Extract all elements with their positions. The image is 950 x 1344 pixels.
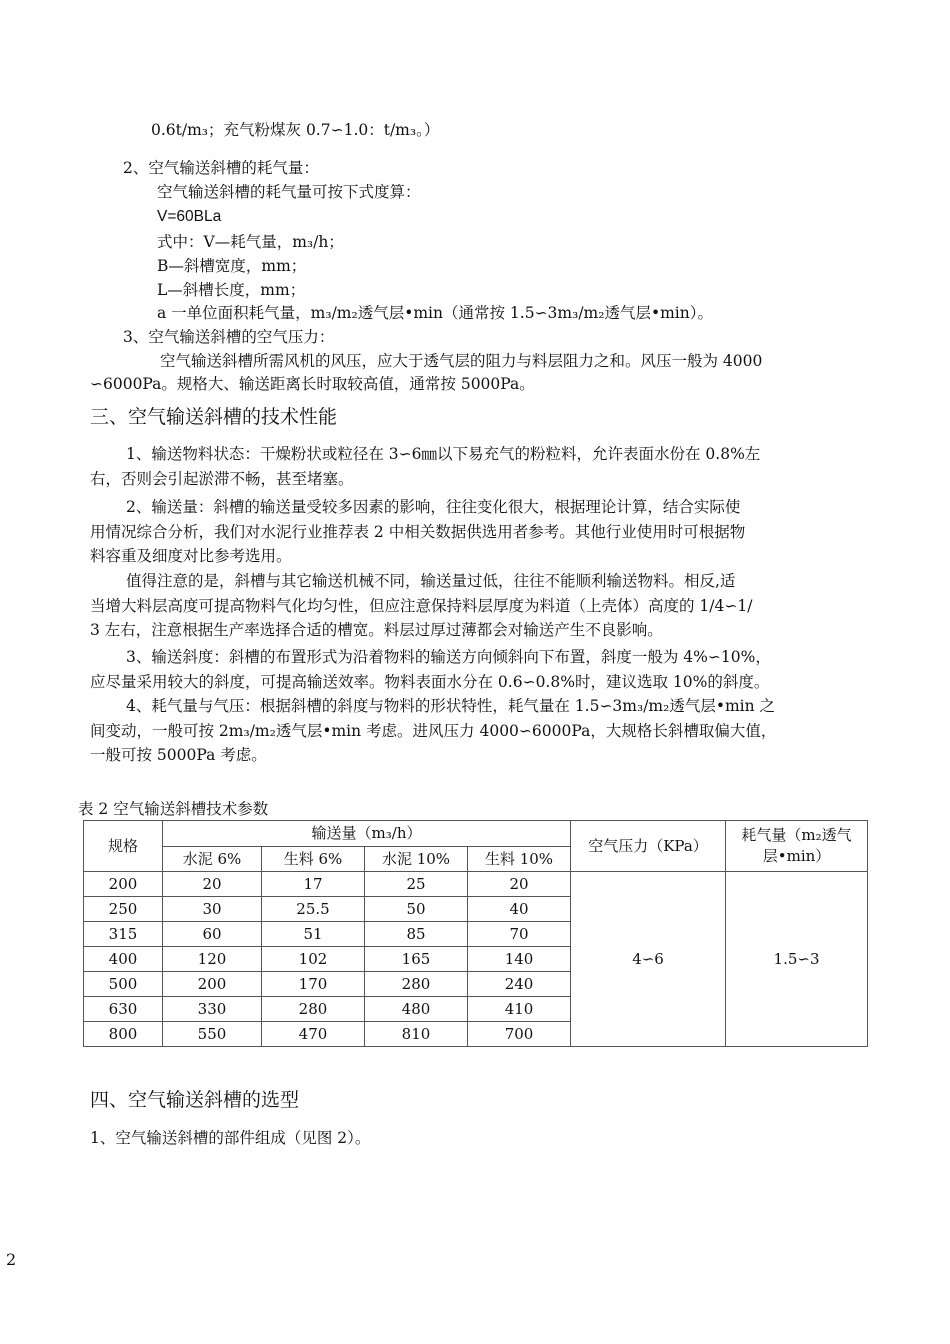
- table-cell: 200: [163, 972, 262, 997]
- p5-line-3: 一般可按 5000Pa 考虑。: [90, 746, 267, 764]
- table-cell: 102: [262, 947, 365, 972]
- header-flow: 输送量（m₃/h）: [163, 821, 571, 847]
- table-cell: 800: [84, 1022, 163, 1047]
- subheader-cell: 生料 6%: [262, 847, 365, 872]
- table-cell: 250: [84, 897, 163, 922]
- p4-line-2: 应尽量采用较大的斜度，可提高输送效率。物料表面水分在 0.6∽0.8%时，建议选取 10%的斜度。: [90, 672, 770, 691]
- paragraph-air-consumption: [90, 694, 890, 768]
- subheader-cell: 生料 10%: [468, 847, 571, 872]
- subheader-cell: 水泥 6%: [163, 847, 262, 872]
- air-consumption-value: 1.5∽3: [726, 872, 868, 1047]
- table-cell: 630: [84, 997, 163, 1022]
- table-caption: 表 2 空气输送斜槽技术参数: [78, 800, 269, 818]
- section2-title: 2、空气输送斜槽的耗气量：: [123, 159, 319, 177]
- table-row: [84, 872, 868, 897]
- table-cell: 25.5: [262, 897, 365, 922]
- heading-3: 三、空气输送斜槽的技术性能: [90, 406, 338, 428]
- table-cell: 470: [262, 1022, 365, 1047]
- def-b: B—斜槽宽度，mm；: [157, 257, 307, 275]
- table-cell: 85: [365, 922, 468, 947]
- table-cell: 170: [262, 972, 365, 997]
- table-cell: 20: [163, 872, 262, 897]
- table-cell: 51: [262, 922, 365, 947]
- table-cell: 315: [84, 922, 163, 947]
- section2-line: 空气输送斜槽的耗气量可按下式度算：: [157, 183, 421, 201]
- header-pressure: 空气压力（KPa）: [571, 821, 726, 872]
- heading-4: 四、空气输送斜槽的选型: [90, 1089, 300, 1111]
- section3-line-2: ∽6000Pa。规格大、输送距离长时取较高值，通常按 5000Pa。: [90, 375, 535, 393]
- table-cell: 400: [84, 947, 163, 972]
- table-cell: 480: [365, 997, 468, 1022]
- p3-line-2: 当增大料层高度可提高物料气化均匀性，但应注意保持料层厚度为料道（上壳体）高度的 1/4∽1/: [90, 596, 753, 615]
- p4-line-1: 3、输送斜度：斜槽的布置形式为沿着物料的输送方向倾斜向下布置，斜度一般为 4%∽10%，: [126, 648, 771, 666]
- def-v: 式中：V—耗气量，m₃/h；: [157, 233, 344, 251]
- p5-line-1: 4、耗气量与气压：根据斜槽的斜度与物料的形状特性，耗气量在 1.5∽3m₃/m₂透气层•min 之: [126, 697, 776, 715]
- formula: V=60BLa: [157, 208, 222, 225]
- p5-line-2: 间变动，一般可按 2m₃/m₂透气层•min 考虑。进风压力 4000∽6000Pa，大规格长斜槽取偏大值，: [90, 721, 777, 740]
- section3-line-1: 空气输送斜槽所需风机的风压，应大于透气层的阻力与料层阻力之和。风压一般为 4000: [160, 352, 763, 370]
- table-cell: 30: [163, 897, 262, 922]
- table-cell: 120: [163, 947, 262, 972]
- table-cell: 700: [468, 1022, 571, 1047]
- table-cell: 550: [163, 1022, 262, 1047]
- table-cell: 70: [468, 922, 571, 947]
- paragraph-material-state: [90, 442, 890, 491]
- table-cell: 410: [468, 997, 571, 1022]
- paragraph-slope: [90, 645, 890, 694]
- p3-line-3: 3 左右，注意根据生产率选择合适的槽宽。料层过厚过薄都会对输送产生不良影响。: [90, 621, 663, 639]
- def-l: L—斜槽长度，mm；: [157, 281, 306, 299]
- table-cell: 280: [262, 997, 365, 1022]
- table-cell: 200: [84, 872, 163, 897]
- p2-line-1: 2、输送量：斜槽的输送量受较多因素的影响，往往变化很大，根据理论计算，结合实际使: [126, 498, 741, 516]
- table-cell: 50: [365, 897, 468, 922]
- section4-line: 1、空气输送斜槽的部件组成（见图 2）。: [90, 1129, 371, 1147]
- table-cell: 280: [365, 972, 468, 997]
- pressure-value: 4∽6: [571, 872, 726, 1047]
- p1-line-2: 右，否则会引起淤滞不畅，甚至堵塞。: [90, 469, 354, 488]
- subheader-cell: 水泥 10%: [365, 847, 468, 872]
- table-cell: 140: [468, 947, 571, 972]
- spec-table: [83, 820, 868, 1047]
- header-air-consumption: 耗气量（m₂透气层•min）: [726, 821, 868, 872]
- page-number: 2: [6, 1250, 17, 1269]
- table-cell: 810: [365, 1022, 468, 1047]
- table-cell: 40: [468, 897, 571, 922]
- def-a: a 一单位面积耗气量，m₃/m₂透气层•min（通常按 1.5∽3m₃/m₂透气层•min）。: [157, 304, 713, 322]
- paragraph-note: [90, 569, 890, 643]
- table-cell: 165: [365, 947, 468, 972]
- table-cell: 500: [84, 972, 163, 997]
- header-spec: 规格: [84, 821, 163, 872]
- p1-line-1: 1、输送物料状态：干燥粉状或粒径在 3∽6㎜以下易充气的粉粒料，允许表面水份在 0.8%左: [126, 445, 761, 463]
- table-cell: 60: [163, 922, 262, 947]
- table-cell: 330: [163, 997, 262, 1022]
- table-cell: 17: [262, 872, 365, 897]
- table-cell: 25: [365, 872, 468, 897]
- table-cell: 20: [468, 872, 571, 897]
- p2-line-3: 料容重及细度对比参考选用。: [90, 547, 292, 565]
- intro-line: 0.6t/m₃；充气粉煤灰 0.7∽1.0：t/m₃。）: [151, 121, 440, 139]
- section3-title: 3、空气输送斜槽的空气压力：: [123, 328, 335, 346]
- p2-line-2: 用情况综合分析，我们对水泥行业推荐表 2 中相关数据供选用者参考。其他行业使用时可根据物: [90, 522, 746, 541]
- table-cell: 240: [468, 972, 571, 997]
- paragraph-capacity: [90, 495, 890, 569]
- p3-line-1: 值得注意的是，斜槽与其它输送机械不同，输送量过低，往往不能顺利输送物料。相反,适: [126, 572, 736, 590]
